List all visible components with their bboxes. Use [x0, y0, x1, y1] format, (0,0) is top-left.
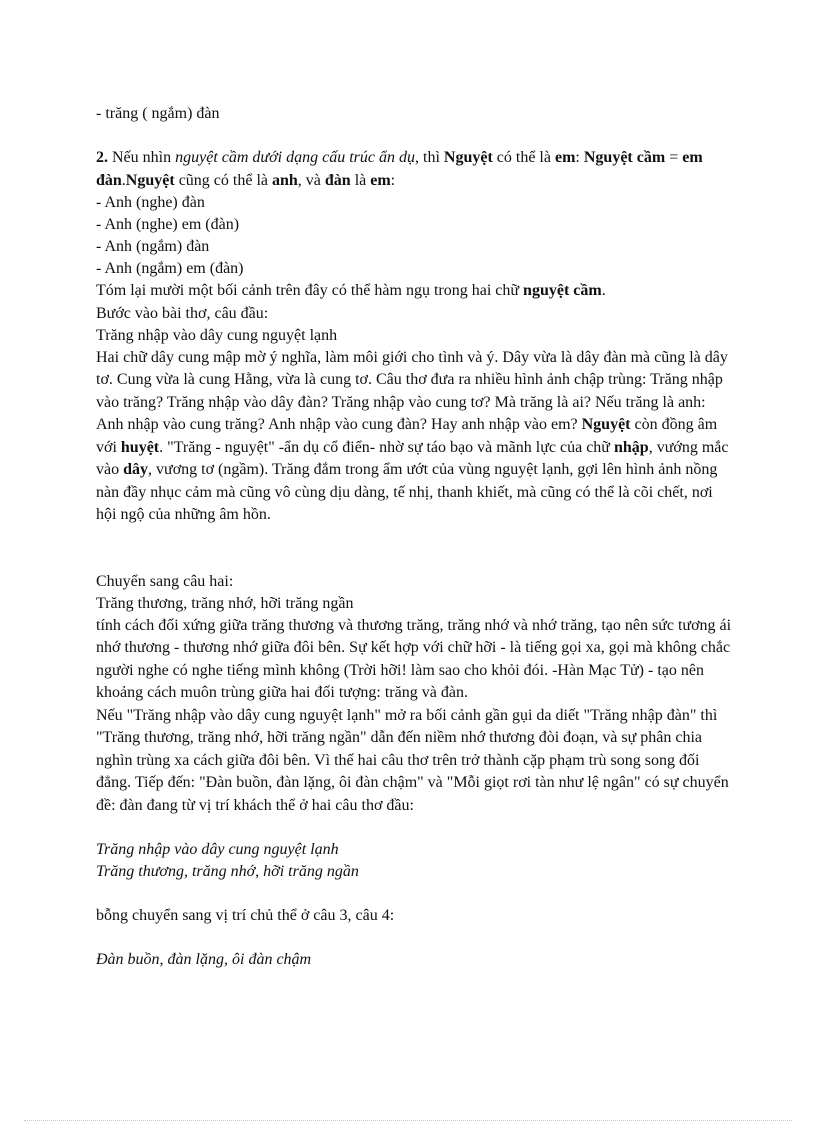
text-run: Nếu nhìn	[108, 149, 176, 166]
bold-run: em	[370, 171, 391, 189]
text-run: :	[390, 171, 396, 189]
text-run: =	[665, 149, 683, 166]
summary-line	[96, 280, 736, 303]
quote-line: Đàn buồn, đàn lặng, ôi đàn chậm	[96, 951, 312, 968]
document-page	[96, 103, 736, 971]
text-run: , và	[297, 171, 325, 189]
bold-run: nhập	[613, 438, 649, 456]
blank-line	[96, 817, 736, 839]
bold-run: anh	[271, 171, 298, 189]
bold-run: Nguyệt cầm	[583, 149, 666, 166]
list-item: - Anh (nghe) em (đàn)	[96, 216, 240, 233]
text-run: là	[350, 171, 371, 189]
blank-line	[96, 883, 736, 905]
analysis-paragraph-1	[96, 347, 736, 527]
bold-run: em đàn	[96, 149, 703, 189]
bold-run: Nguyệt	[581, 416, 631, 433]
italic-run: nguyệt cầm dưới dạng cấu trúc ẩn dụ	[175, 149, 415, 166]
bold-run: Nguyệt	[125, 171, 175, 189]
text-run: .	[121, 171, 126, 189]
top-line: - trăng ( ngắm) đàn	[96, 105, 220, 122]
bold-run: nguyệt cầm	[523, 282, 602, 299]
bold-run: đàn	[324, 171, 351, 189]
text-run: , thì	[415, 149, 444, 166]
verse-line: Trăng nhập vào dây cung nguyệt lạnh	[96, 326, 338, 344]
bold-run: dây	[123, 461, 149, 478]
text-run: cũng có thể là	[174, 171, 272, 189]
analysis-paragraph-3: Nếu "Trăng nhập vào dây cung nguyệt lạnh" mở ra bối cảnh gần gụi da diết "Trăng nhập đàn" thì "Trăng thương, trăng nhớ, hỡi trăng ngần" dẫn đến niềm nhớ thương đòi đoạn, và sự phân chia nghìn trùng xa cách giữa đôi bên. Vì thế hai câu thơ trên trở thành cặp phạm trù song song đối đẳng. Tiếp đến: "Đàn buồn, đàn lặng, ôi đàn chậm" và "Mỗi giọt rơi tàn như lệ ngân" có sự chuyển đề: đàn đang từ vị trí khách thể ở hai câu thơ đầu:	[96, 706, 729, 814]
page-bottom-divider	[24, 1120, 792, 1121]
text-run: có thể là	[492, 149, 555, 166]
text-run: . "Trăng - nguyệt" -ẩn dụ cổ điển- nhờ sự táo bạo và mãnh lực của chữ	[159, 438, 614, 456]
text-run: còn đồng âm với	[96, 416, 718, 456]
text-run: :	[575, 149, 584, 166]
text-run: .	[601, 282, 606, 299]
bold-run: Nguyệt	[443, 149, 493, 166]
blank-line	[96, 125, 736, 147]
verse-line: Trăng thương, trăng nhớ, hỡi trăng ngần	[96, 594, 354, 612]
transition-line: bỗng chuyển sang vị trí chủ thể ở câu 3, câu 4:	[96, 907, 395, 924]
bold-run: em	[554, 149, 576, 166]
list-item: - Anh (ngắm) em (đàn)	[96, 260, 244, 277]
blank-line	[96, 549, 736, 571]
quote-line: Trăng thương, trăng nhớ, hỡi trăng ngần	[96, 863, 359, 880]
section-2-intro	[96, 147, 736, 192]
text-run: , vương tơ (ngầm). Trăng đắm trong ẩm ướt của vùng nguyệt lạnh, gợi lên hình ảnh nồng nàn đầy nhục cảm mà cũng vô cùng dịu dàng, tế nhị, thanh khiết, mà cũng có thể là cõi chết, nơi hội ngộ của những âm hồn.	[96, 461, 718, 523]
blank-line	[96, 927, 736, 949]
text-run: , vướng mắc vào	[96, 438, 729, 478]
list-item: - Anh (ngắm) đàn	[96, 238, 210, 255]
analysis-paragraph-2: tính cách đối xứng giữa trăng thương và thương trăng, trăng nhớ và nhớ trăng, tạo nên sức tương ái nhớ thương - thương nhớ giữa đôi bên. Sự kết hợp với chữ hỡi - là tiếng gọi xa, gọi mà không chắc người nghe có nghe tiếng mình không (Trời hỡi! làm sao cho khỏi đói. -Hàn Mạc Tử) - tạo nên khoảng cách muôn trùng giữa hai đối tượng: trăng và đàn.	[96, 616, 732, 701]
blank-line	[96, 527, 736, 549]
section-number: 2.	[96, 149, 108, 166]
bold-run: huyệt	[120, 438, 160, 456]
transition-line: Chuyển sang câu hai:	[96, 572, 234, 590]
quote-line: Trăng nhập vào dây cung nguyệt lạnh	[96, 841, 339, 858]
list-item: - Anh (nghe) đàn	[96, 194, 205, 211]
text-run: Hai chữ dây cung mập mờ ý nghĩa, làm môi giới cho tình và ý. Dây vừa là dây đàn mà cũng là dây tơ. Cung vừa là cung Hằng, vừa là cung tơ. Câu thơ đưa ra nhiều hình ảnh chập trùng: Trăng nhập vào trăng? Trăng nhập vào dây đàn? Trăng nhập vào cung tơ? Mà trăng là ai? Nếu trăng là anh: Anh nhập vào cung trăng? Anh nhập vào cung đàn? Hay anh nhập vào em?	[96, 348, 728, 433]
text-run: Tóm lại mười một bối cảnh trên đây có thể hàm ngụ trong hai chữ	[96, 282, 524, 299]
intro-line: Bước vào bài thơ, câu đầu:	[96, 304, 269, 322]
